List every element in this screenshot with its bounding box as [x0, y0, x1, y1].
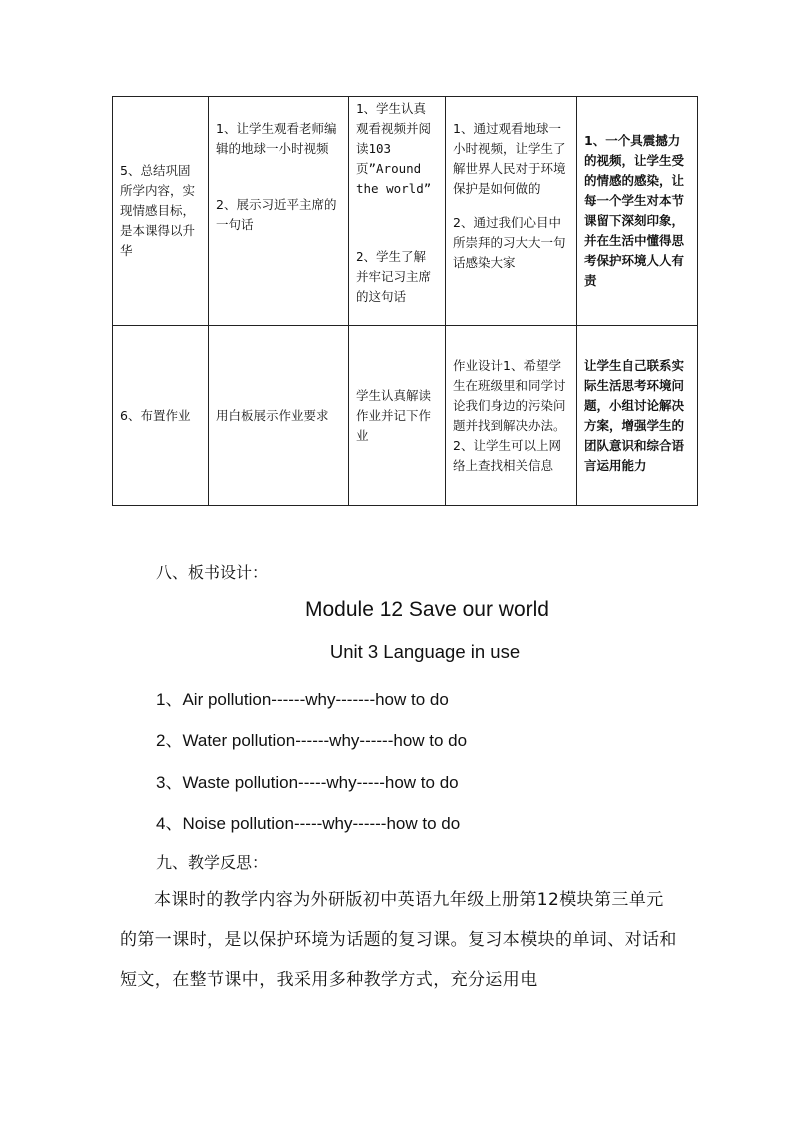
purpose-1: 1、通过观看地球一小时视频，让学生了解世界人民对于环境保护是如何做的	[453, 121, 566, 196]
purpose-cell	[446, 97, 577, 326]
board-item: 2、Water pollution------why------how to do	[156, 731, 468, 750]
lesson-plan-table	[112, 96, 698, 506]
table-row	[113, 97, 698, 326]
reflection-paragraph: 本课时的教学内容为外研版初中英语九年级上册第12模块第三单元的第一课时，是以保护环境为话题的复习课。复习本模块的单词、对话和短文，在整节课中，我采用多种教学方式，充分运用电	[120, 890, 677, 990]
purpose-cell: 作业设计1、希望学生在班级里和同学讨论我们身边的污染问题并找到解决办法。2、让学生可以上网络上查找相关信息	[446, 326, 577, 506]
board-title-unit: Unit 3 Language in use	[329, 641, 521, 662]
student-activity-cell: 学生认真解读作业并记下作业	[349, 326, 446, 506]
reflection-heading: 九、教学反思：	[156, 853, 269, 872]
student-activity-cell	[349, 97, 446, 326]
purpose-2: 2、通过我们心目中所崇拜的习大大一句话感染大家	[453, 215, 566, 270]
stage-cell: 6、布置作业	[113, 326, 209, 506]
board-title-module: Module 12 Save our world	[305, 598, 549, 621]
teacher-activity-cell: 用白板展示作业要求	[209, 326, 349, 506]
student-activity-1: 1、学生认真观看视频并阅读103页”Around the world”	[356, 101, 432, 196]
goal-cell: 1、一个具震撼力的视频，让学生受的情感的感染，让每一个学生对本节课留下深刻印象，并在生活中懂得思考保护环境人人有责	[577, 97, 698, 326]
board-item: 1、Air pollution------why-------how to do	[156, 690, 449, 709]
board-item: 3、Waste pollution-----why-----how to do	[156, 773, 459, 792]
stage-cell: 5、总结巩固所学内容，实现情感目标，是本课得以升华	[113, 97, 209, 326]
board-item: 4、Noise pollution-----why------how to do	[156, 814, 461, 833]
goal-cell: 让学生自己联系实际生活思考环境问题，小组讨论解决方案，增强学生的团队意识和综合语言运用能力	[577, 326, 698, 506]
table-row	[113, 326, 698, 506]
teacher-activity-cell	[209, 97, 349, 326]
teacher-activity-2: 2、展示习近平主席的一句话	[216, 197, 337, 232]
teacher-activity-1: 1、让学生观看老师编辑的地球一小时视频	[216, 121, 337, 156]
student-activity-2: 2、学生了解并牢记习主席的这句话	[356, 249, 432, 304]
board-design-heading: 八、板书设计：	[156, 563, 269, 582]
